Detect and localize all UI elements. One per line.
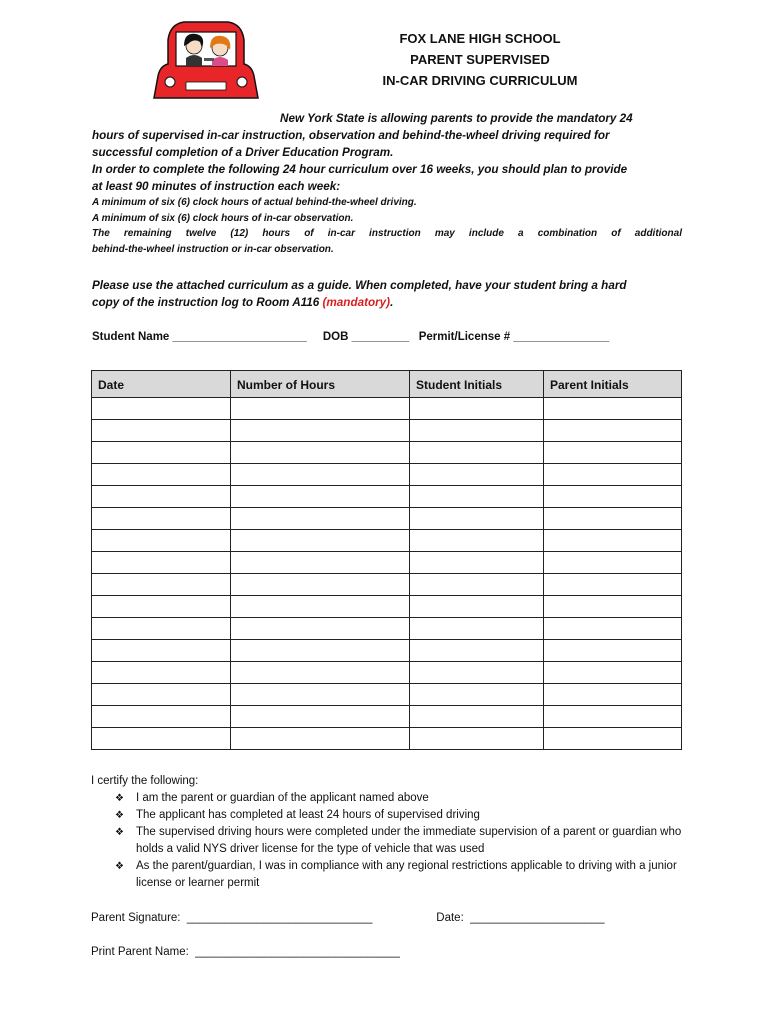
table-row [92,420,682,442]
table-row [92,464,682,486]
requirement-item: behind-the-wheel instruction or in-car observation. [92,243,334,255]
table-row [92,508,682,530]
hours-cell[interactable] [231,574,410,596]
mandatory-note: (mandatory) [322,296,391,309]
student-initials-cell[interactable] [410,728,544,750]
requirement-item: The remaining twelve (12) hours of in-car instruction may include a combination of additional [92,228,682,239]
student-initials-cell[interactable] [410,552,544,574]
certification-item [91,790,691,807]
table-row [92,398,682,420]
intro-line: In order to complete the following 24 hour curriculum over 16 weeks, you should plan to provide [92,163,628,176]
date-cell[interactable] [92,618,231,640]
student-initials-cell[interactable] [410,618,544,640]
hours-cell[interactable] [231,552,410,574]
print-name-row [91,946,400,958]
certify-intro: I certify the following: [91,775,199,787]
student-initials-cell[interactable] [410,662,544,684]
certification-section [91,773,691,892]
student-initials-cell[interactable] [410,684,544,706]
hours-column-header: Number of Hours [231,371,410,398]
hours-cell[interactable] [231,618,410,640]
table-row [92,706,682,728]
student-initials-cell[interactable] [410,464,544,486]
student-initials-cell[interactable] [410,398,544,420]
table-row [92,552,682,574]
date-cell[interactable] [92,442,231,464]
certification-text: I am the parent or guardian of the applicant named above [136,792,429,804]
hours-cell[interactable] [231,684,410,706]
permit-license-field[interactable]: Permit/License # _______________ [418,331,610,343]
student-initials-cell[interactable] [410,640,544,662]
print-parent-name-field[interactable]: Print Parent Name: ________________________________ [91,946,400,958]
parent-initials-cell[interactable] [544,618,682,640]
intro-line: hours of supervised in-car instruction, observation and behind-the-wheel driving required for [92,129,610,142]
log-table-body [92,398,682,750]
parent-initials-column-header: Parent Initials [544,371,682,398]
parent-initials-cell[interactable] [544,596,682,618]
dob-field[interactable]: DOB _________ [322,331,410,343]
date-cell[interactable] [92,398,231,420]
table-row [92,618,682,640]
table-row [92,596,682,618]
instruction-log-table [91,370,682,750]
parent-initials-cell[interactable] [544,684,682,706]
hours-cell[interactable] [231,464,410,486]
date-cell[interactable] [92,464,231,486]
school-name: FOX LANE HIGH SCHOOL [399,31,561,46]
car-logo-icon [150,18,262,100]
requirement-item: A minimum of six (6) clock hours of in-car observation. [92,212,354,224]
parent-initials-cell[interactable] [544,706,682,728]
intro-line: at least 90 minutes of instruction each week: [92,180,341,193]
student-initials-cell[interactable] [410,706,544,728]
parent-initials-cell[interactable] [544,640,682,662]
date-cell[interactable] [92,684,231,706]
title-line-3: IN-CAR DRIVING CURRICULUM [382,73,578,88]
intro-line: successful completion of a Driver Education Program. [92,146,394,159]
parent-initials-cell[interactable] [544,464,682,486]
instructions-paragraph [92,277,692,311]
student-initials-cell[interactable] [410,442,544,464]
hours-cell[interactable] [231,420,410,442]
hours-cell[interactable] [231,662,410,684]
page-title [330,28,630,91]
date-cell[interactable] [92,530,231,552]
date-cell[interactable] [92,552,231,574]
date-cell[interactable] [92,728,231,750]
date-column-header: Date [92,371,231,398]
parent-signature-field[interactable]: Parent Signature: _____________________________ [91,912,373,924]
date-cell[interactable] [92,574,231,596]
diamond-bullet-icon: ❖ [115,793,124,804]
parent-initials-cell[interactable] [544,574,682,596]
hours-cell[interactable] [231,706,410,728]
student-name-field[interactable]: Student Name _____________________ [92,331,307,343]
parent-initials-cell[interactable] [544,530,682,552]
student-initials-cell[interactable] [410,420,544,442]
certification-text: The supervised driving hours were completed under the immediate supervision of a parent or guardian who holds a valid NYS driver license for the type of vehicle that was used [136,826,682,855]
requirement-item: A minimum of six (6) clock hours of actual behind-the-wheel driving. [92,197,417,208]
table-row [92,530,682,552]
student-initials-cell[interactable] [410,596,544,618]
certification-text: As the parent/guardian, I was in compliance with any regional restrictions applicable to driving with a junior license or learner permit [136,860,677,889]
date-cell[interactable] [92,420,231,442]
student-initials-column-header: Student Initials [410,371,544,398]
parent-initials-cell[interactable] [544,420,682,442]
parent-initials-cell[interactable] [544,552,682,574]
student-initials-cell[interactable] [410,530,544,552]
hours-cell[interactable] [231,398,410,420]
intro-line: New York State is allowing parents to provide the mandatory 24 [280,112,633,125]
student-initials-cell[interactable] [410,508,544,530]
date-cell[interactable] [92,640,231,662]
title-line-2: PARENT SUPERVISED [410,52,550,67]
hours-cell[interactable] [231,442,410,464]
student-initials-cell[interactable] [410,574,544,596]
hours-cell[interactable] [231,486,410,508]
date-field[interactable]: Date: _____________________ [436,912,605,924]
hours-cell[interactable] [231,596,410,618]
instruction-line: Please use the attached curriculum as a guide. When completed, have your student bring a hard [92,279,627,292]
student-initials-cell[interactable] [410,486,544,508]
table-header-row [92,371,682,398]
table-row [92,486,682,508]
certification-list [91,790,691,892]
date-cell[interactable] [92,596,231,618]
parent-initials-cell[interactable] [544,442,682,464]
certification-item [91,858,691,892]
parent-initials-cell[interactable] [544,662,682,684]
table-row [92,442,682,464]
parent-initials-cell[interactable] [544,398,682,420]
hours-cell[interactable] [231,530,410,552]
certification-text: The applicant has completed at least 24 hours of supervised driving [136,809,480,821]
hours-cell[interactable] [231,508,410,530]
parent-initials-cell[interactable] [544,508,682,530]
signature-row [91,912,604,924]
student-info-fields [92,331,692,343]
parent-initials-cell[interactable] [544,728,682,750]
certification-item [91,807,691,824]
table-row [92,684,682,706]
diamond-bullet-icon: ❖ [115,861,124,872]
instruction-line-end: . [390,296,394,309]
hours-cell[interactable] [231,728,410,750]
date-cell[interactable] [92,486,231,508]
hours-cell[interactable] [231,640,410,662]
table-row [92,662,682,684]
instruction-line: copy of the instruction log to Room A116 [92,296,323,309]
table-row [92,574,682,596]
table-row [92,728,682,750]
date-cell[interactable] [92,662,231,684]
intro-paragraph [92,110,682,257]
date-cell[interactable] [92,508,231,530]
diamond-bullet-icon: ❖ [115,810,124,821]
table-row [92,640,682,662]
diamond-bullet-icon: ❖ [115,827,124,838]
parent-initials-cell[interactable] [544,486,682,508]
certification-item [91,824,691,858]
date-cell[interactable] [92,706,231,728]
